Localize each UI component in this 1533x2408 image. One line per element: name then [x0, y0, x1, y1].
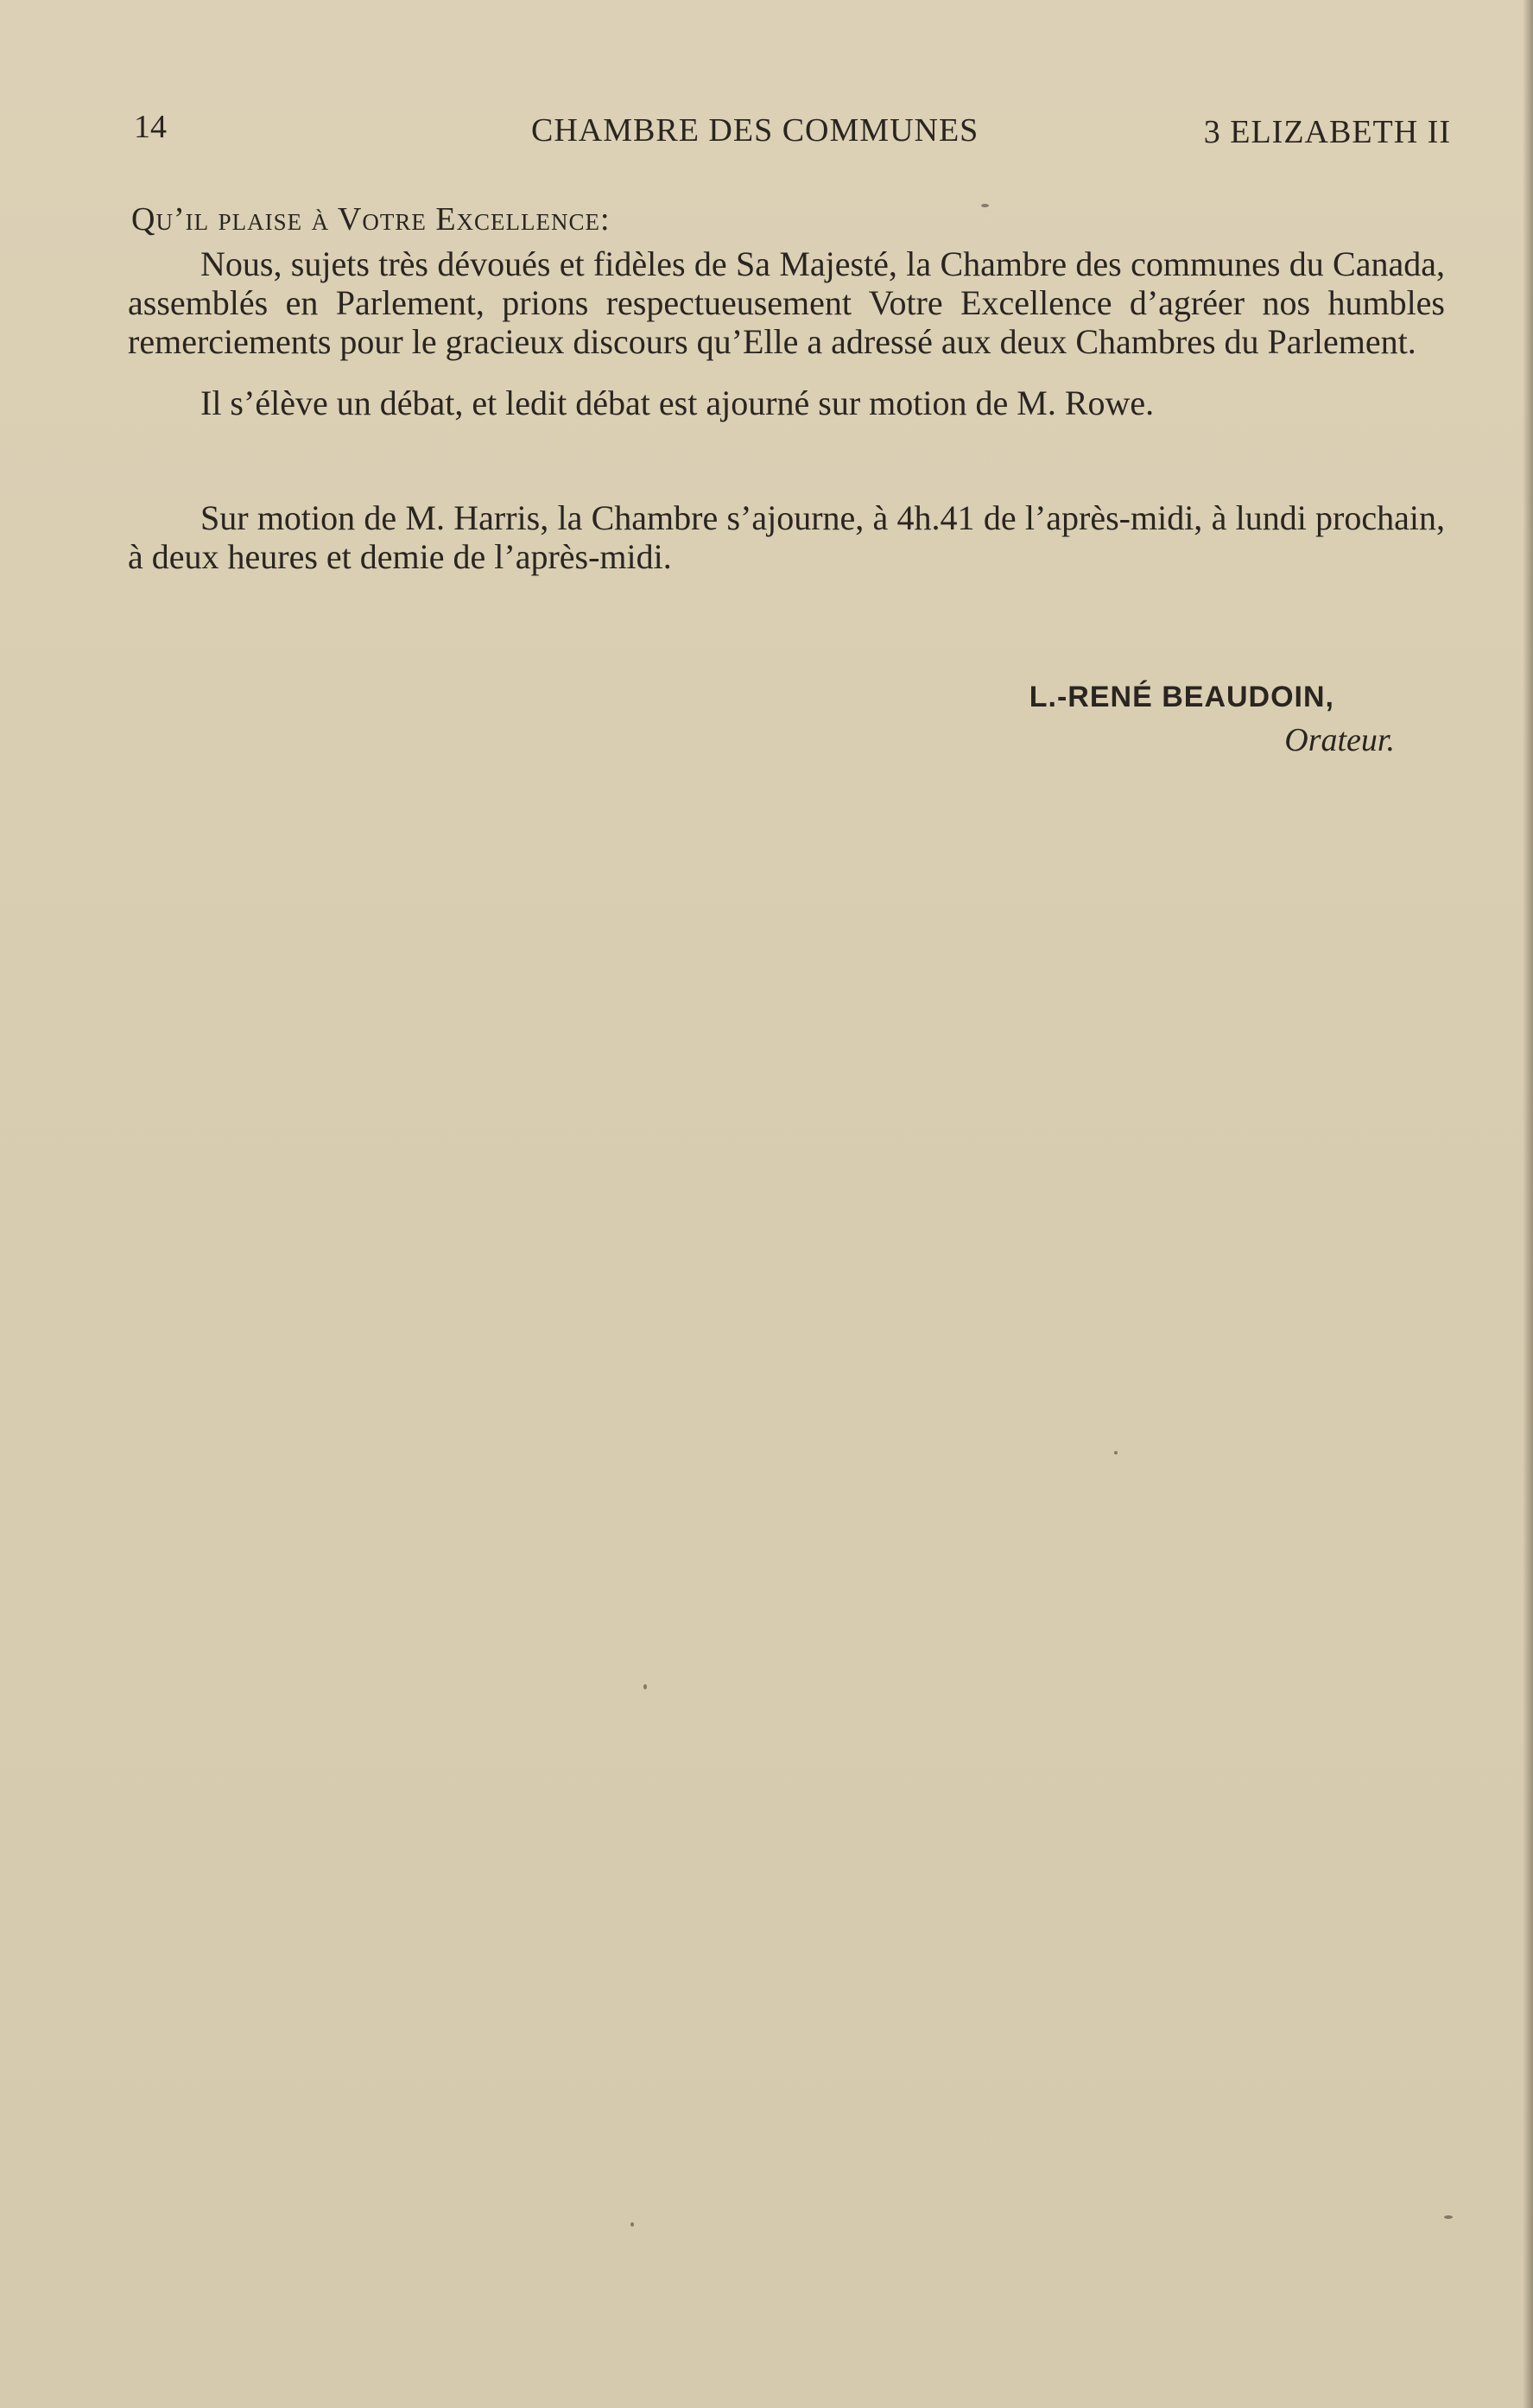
paper-speck	[981, 204, 989, 207]
paper-speck	[1114, 1451, 1118, 1454]
paper-speck	[630, 2222, 634, 2227]
body-text	[128, 200, 1445, 576]
session-label: 3 ELIZABETH II	[1203, 114, 1451, 150]
signature-block	[1029, 681, 1395, 759]
running-head	[134, 108, 1451, 160]
page-number: 14	[134, 109, 167, 145]
signatory-name: L.-RENÉ BEAUDOIN,	[1029, 681, 1334, 713]
signatory-role: Orateur.	[1284, 722, 1395, 758]
paragraph-adjournment: Sur motion de M. Harris, la Chambre s’ajourne, à 4h.41 de l’après-midi, à lundi prochain, à deux heures et demie de l’après-midi.	[128, 498, 1445, 576]
running-title: CHAMBRE DES COMMUNES	[531, 112, 979, 149]
page-edge-shadow	[1523, 0, 1533, 2408]
paragraph-address: Nous, sujets très dévoués et fidèles de Sa Majesté, la Chambre des communes du Canada, assemblés en Parlement, prions respectueusement Votre Excellence d’agréer nos humbles remerciements pour le gracieux discours qu’Elle a adressé aux deux Chambres du Parlement.	[128, 244, 1445, 361]
salutation: Qu’il plaise à Votre Excellence:	[131, 201, 611, 238]
paper-speck	[643, 1684, 647, 1689]
paragraph-debate: Il s’élève un débat, et ledit débat est ajourné sur motion de M. Rowe.	[200, 383, 1155, 422]
paper-speck	[1444, 2215, 1453, 2219]
